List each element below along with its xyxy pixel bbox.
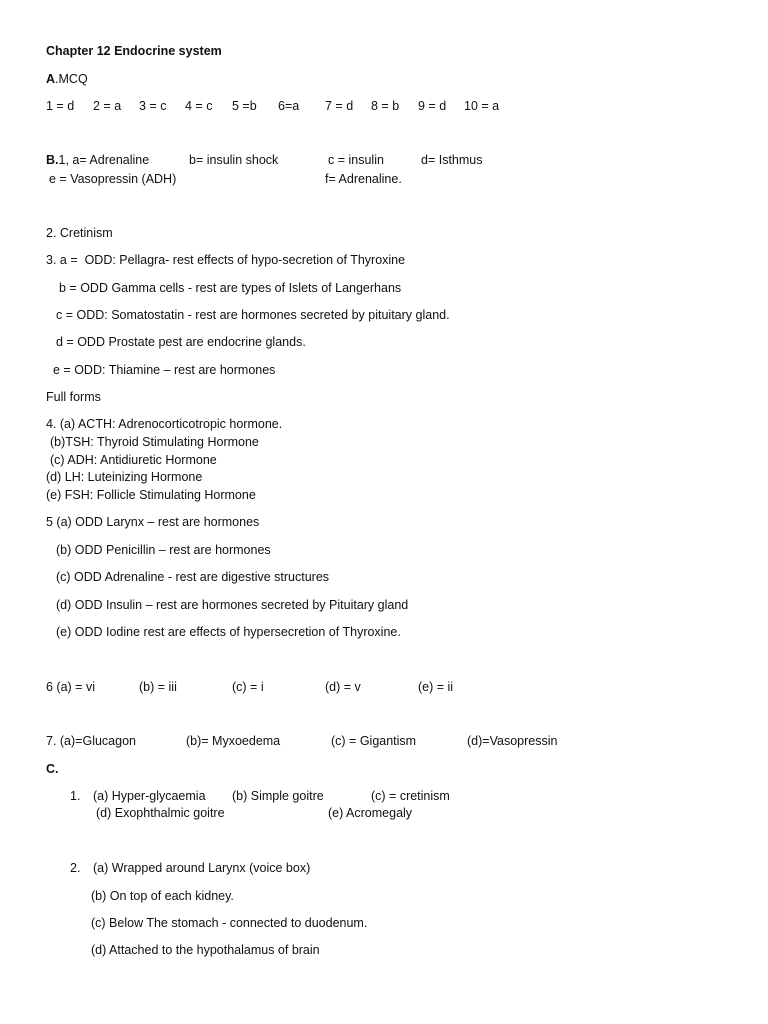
q4-line: 4. (a) ACTH: Adrenocorticotropic hormone.	[46, 417, 283, 431]
q3-line: c = ODD: Somatostatin - rest are hormones secreted by pituitary gland.	[56, 308, 450, 322]
section-a-title: .MCQ	[55, 72, 88, 86]
mcq-answer: 9 = d	[418, 99, 447, 113]
q6-answer: (d) = v	[325, 680, 361, 694]
q1-answer-c: c = insulin	[328, 153, 384, 167]
q2-answer: 2. Cretinism	[46, 226, 113, 240]
mcq-answer: 8 = b	[371, 99, 400, 113]
c1-answer-e: (e) Acromegaly	[328, 806, 413, 820]
c1-answer-a: (a) Hyper-glycaemia	[93, 789, 206, 803]
q1-answer-b: b= insulin shock	[189, 153, 279, 167]
c1-answer-d: (d) Exophthalmic goitre	[96, 806, 225, 820]
list-number: 2.	[70, 861, 81, 875]
q1-answer-e: e = Vasopressin (ADH)	[49, 172, 177, 186]
section-b-label: B.	[46, 153, 59, 167]
list-number: 1.	[70, 789, 81, 803]
c1-answer-c: (c) = cretinism	[371, 789, 450, 803]
q5-line: (c) ODD Adrenaline - rest are digestive structures	[56, 570, 330, 584]
q6-answer: (b) = iii	[139, 680, 177, 694]
c2-line: (b) On top of each kidney.	[91, 889, 234, 903]
q7-answer: (b)= Myxoedema	[186, 734, 281, 748]
mcq-answer: 5 =b	[232, 99, 257, 113]
q7-answer: (d)=Vasopressin	[467, 734, 558, 748]
q7-answer: 7. (a)=Glucagon	[46, 734, 136, 748]
q5-line: (e) ODD Iodine rest are effects of hypersecretion of Thyroxine.	[56, 625, 401, 639]
mcq-answer: 1 = d	[46, 99, 75, 113]
mcq-answer: 6=a	[278, 99, 300, 113]
page-title: Chapter 12 Endocrine system	[46, 44, 222, 58]
section-b-label-line	[46, 152, 149, 168]
q1-answer-f: f= Adrenaline.	[325, 172, 402, 186]
c2-line: (d) Attached to the hypothalamus of brain	[91, 943, 320, 957]
q5-line: 5 (a) ODD Larynx – rest are hormones	[46, 515, 260, 529]
q5-line: (d) ODD Insulin – rest are hormones secreted by Pituitary gland	[56, 598, 409, 612]
q4-line: (c) ADH: Antidiuretic Hormone	[50, 453, 217, 467]
mcq-answer: 7 = d	[325, 99, 354, 113]
mcq-answer: 3 = c	[139, 99, 167, 113]
c2-line: (c) Below The stomach - connected to duodenum.	[91, 916, 368, 930]
q6-answer: (e) = ii	[418, 680, 454, 694]
q4-line: (e) FSH: Follicle Stimulating Hormone	[46, 488, 256, 502]
q6-answer: (c) = i	[232, 680, 264, 694]
q5-line: (b) ODD Penicillin – rest are hormones	[56, 543, 271, 557]
mcq-answer: 10 = a	[464, 99, 500, 113]
q1-answer-d: d= Isthmus	[421, 153, 483, 167]
q4-line: (d) LH: Luteinizing Hormone	[46, 470, 203, 484]
q3-line: d = ODD Prostate pest are endocrine glands.	[56, 335, 306, 349]
section-c-label: C.	[46, 762, 59, 776]
q3-line: e = ODD: Thiamine – rest are hormones	[53, 363, 276, 377]
section-a-label: A	[46, 72, 56, 86]
q3-line: 3. a = ODD: Pellagra- rest effects of hypo-secretion of Thyroxine	[46, 253, 406, 267]
section-a-heading	[46, 71, 88, 87]
c1-answer-b: (b) Simple goitre	[232, 789, 324, 803]
mcq-answer: 2 = a	[93, 99, 122, 113]
q4-line: (b)TSH: Thyroid Stimulating Hormone	[50, 435, 259, 449]
c2-line: (a) Wrapped around Larynx (voice box)	[93, 861, 311, 875]
q7-answer: (c) = Gigantism	[331, 734, 417, 748]
full-forms-heading: Full forms	[46, 390, 101, 404]
q6-answer: 6 (a) = vi	[46, 680, 95, 694]
q3-line: b = ODD Gamma cells - rest are types of Islets of Langerhans	[59, 281, 402, 295]
mcq-answer: 4 = c	[185, 99, 213, 113]
q1-answer-a: 1, a= Adrenaline	[58, 153, 150, 167]
